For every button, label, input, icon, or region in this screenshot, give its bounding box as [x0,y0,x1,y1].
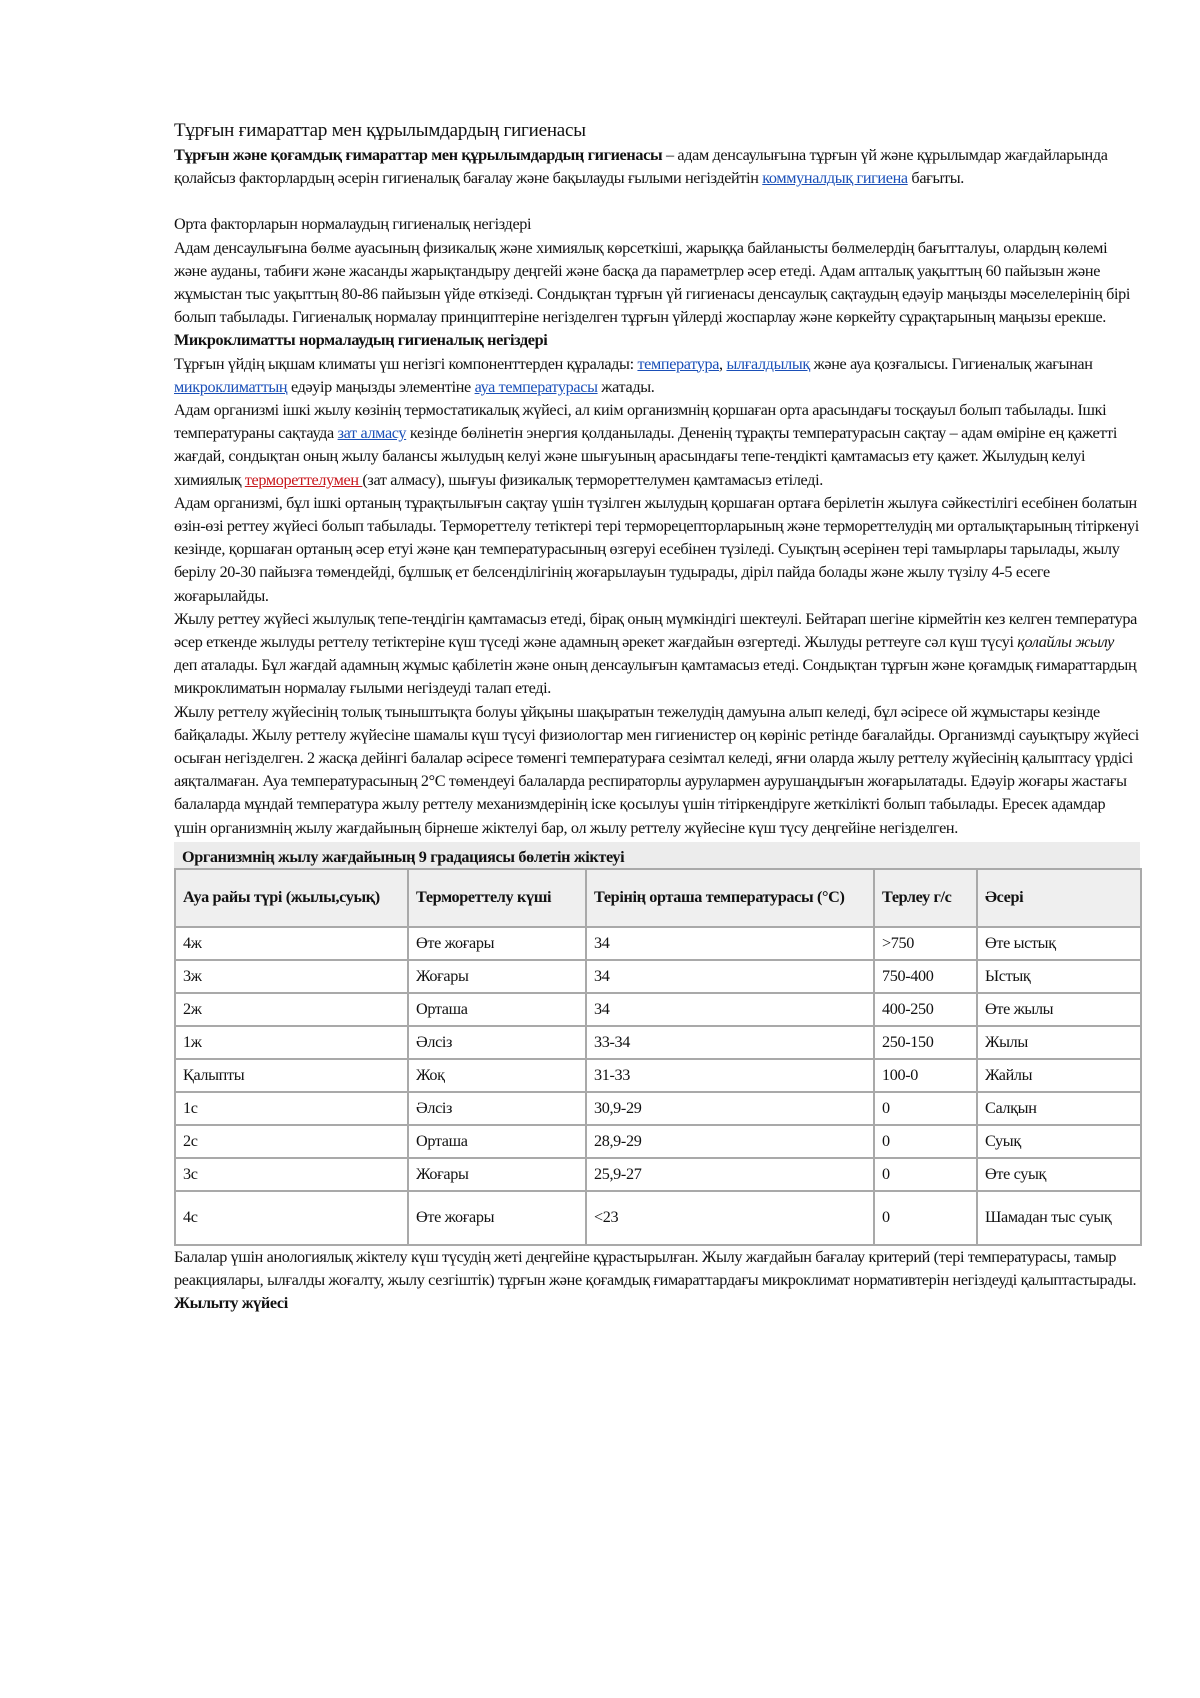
table-row [175,993,1141,1026]
table-cell: Өте жылы [977,993,1141,1026]
table-cell: Орташа [408,1125,586,1158]
table-cell: 3ж [175,960,408,993]
children-paragraph: Жылу реттелу жүйесінің толық тыныштықта болуы ұйқыны шақыратын тежелудің дамуына алып келеді, бұл әсіресе ой жұмыстары кезінде байқалады. Жылу реттелу жүйесіне шамалы күш түсуі физиологтар мен гигиенистер оң көрініс ретінде бағалайды. Организмді сауықтыру жүйесі осыған негізделген. 2 жасқа дейінгі балалар әсіресе төменгі температураға сезімтал келеді, яғни оларда жылу реттелу жүйесінің қалыптасу үрдісі аяқталмаған. Ауа температурасының 2°С төмендеуі балаларда респираторлы аурулармен аурушаңдығын жоғарылатады. Едәуір жоғары жастағы балаларда мұндай температура жылу реттелу механизмдерінің іске қосылуы үшін тітіркендіруге жеткілікті болып табылады. Ересек адамдар үшін организмнің жылу жағдайының бірнеше жіктелуі бар, ол жылу реттелу жүйесіне күш түсу деңгейіне негізделген. [174,702,1139,837]
table-row [175,1191,1141,1245]
table-cell: 750-400 [874,960,977,993]
table-cell: 0 [874,1191,977,1245]
table-row [175,1059,1141,1092]
table-caption: Организмнің жылу жағдайының 9 градациясы бөлетін жіктеуі [174,842,1140,868]
table-header-row [175,869,1141,927]
table-cell: 34 [586,960,874,993]
table-cell: 250-150 [874,1026,977,1059]
section1-heading: Орта факторларын нормалаудың гигиеналық негіздері [174,215,532,234]
text-run: , [719,354,727,373]
column-header: Терлеу г/с [874,869,977,927]
temperature-link[interactable]: температура [637,354,720,373]
heating-system-heading: Жылыту жүйесі [174,1294,288,1313]
comfortable-heat-term: қолайлы жылу [1017,633,1114,652]
self-regulation-paragraph: Адам организмі, бұл ішкі ортаның тұрақтылығын сақтау үшін түзілген жылудың қоршаған ортаға берілетін жылуға сәйкестілігі есебінен болатын өзін-өзі реттеу жүйесі болып табылады. Термореттелу тетіктері тері терморецепторларының және термореттелудің ми орталықтарының тітіркенуі кезінде, қоршаған ортаның әсер етуі және қан температурасының өзгеруі есебінен түзіледі. Суықтың әсерінен тері тамырлары тарылады, жылу берілу 20-30 пайызға төмендейді, бұлшық ет белсенділігінің жоғарылауын тудырады, діріл пайда болады және жылу түзілу 4-5 есеге жоғарылайды. [174,493,1139,605]
table-cell: Өте ыстық [977,927,1141,960]
table-cell: 34 [586,993,874,1026]
microclimate-paragraph [174,353,1140,399]
table-cell: Өте суық [977,1158,1141,1191]
intro-paragraph [174,144,1140,190]
table-cell: 4с [175,1191,408,1245]
document-page [174,118,1140,1316]
table-row [175,927,1141,960]
text-run: Тұрғын үйдің ықшам климаты үш негізгі компоненттерден құралады: [174,354,638,373]
intro-text-2: бағыты. [907,169,964,188]
table-cell: Әлсіз [408,1092,586,1125]
table-cell: 0 [874,1158,977,1191]
thermoregulation-red-link[interactable]: термореттелумен [244,470,363,489]
column-header: Ауа райы түрі (жылы,суық) [175,869,408,927]
text-run: деп аталады. Бұл жағдай адамның жұмыс қабілетін және оның денсаулығын қамтамасыз етеді. Сондықтан тұрғын және қоғамдық ғимараттардың микроклиматын нормалау ғылыми негіздеуді талап етеді. [174,656,1137,698]
after-table-paragraph: Балалар үшін анологиялық жіктелу күш түсудің жеті деңгейіне құрастырылған. Жылу жағдайын бағалау критерий (тері температурасы, тамыр реакциялары, ылғалды жоғалту, жылу сезгіштік) тұрғын және қоғамдық ғимараттардағы микроклимат нормативтерін негіздеуді қалыптастырады. [174,1247,1137,1290]
text-run: жатады. [597,377,655,396]
thermal-state-table [174,868,1142,1246]
humidity-link[interactable]: ылғалдылық [726,354,810,373]
table-cell: <23 [586,1191,874,1245]
table-cell: 1ж [175,1026,408,1059]
table-cell: 4ж [175,927,408,960]
table-cell: Салқын [977,1092,1141,1125]
text-run: Жылу реттеу жүйесі жылулық тепе-теңдігін қамтамасыз етеді, бірақ оның мүмкіндігі шектеулі. Бейтарап шегіне кірмейтін кез келген температура әсер еткенде жылуды реттелу тетіктеріне күш түседі және адамның әрекет жағдайын өзгертеді. Жылуды реттеуге сәл күш түсуі [174,609,1137,652]
table-cell: 2с [175,1125,408,1158]
intro-term: Тұрғын және қоғамдық ғимараттар мен құрылымдардың гигиенасы [174,146,663,164]
table-row [175,1092,1141,1125]
table-row [175,1125,1141,1158]
heat-balance-paragraph [174,608,1140,701]
table-cell: Жылы [977,1026,1141,1059]
table-cell: Қалыпты [175,1059,408,1092]
document-title: Тұрғын ғимараттар мен құрылымдардың гигиенасы [174,120,586,141]
column-header: Термореттелу күші [408,869,586,927]
table-cell: 2ж [175,993,408,1026]
table-cell: Суық [977,1125,1141,1158]
table-cell: Жайлы [977,1059,1141,1092]
column-header: Терінің орташа температурасы (°С) [586,869,874,927]
table-cell: Жоқ [408,1059,586,1092]
section2-heading: Микроклиматты нормалаудың гигиеналық негіздері [174,331,548,350]
table-cell: 30,9-29 [586,1092,874,1125]
table-cell: Әлсіз [408,1026,586,1059]
table-row [175,1158,1141,1191]
table-cell: Жоғары [408,1158,586,1191]
table-row [175,960,1141,993]
table-cell: 0 [874,1125,977,1158]
table-cell: 100-0 [874,1059,977,1092]
text-run: кезінде бөлінетін энергия қолданылады. Дененің тұрақты температурасын сақтау – адам өміріне ең қажетті жағдай, сондықтан оның жылу балансы жылудың келуі және шығуының арасындағы тепе-теңдікті қамтамасыз ету қажет. Жылудың келуі химиялық [174,424,1117,489]
section1-paragraph: Адам денсаулығына бөлме ауасының физикалық және химиялық көрсеткіші, жарыққа байланысты бөлмелердің бағытталуы, олардың көлемі және ауданы, табиғи және жасанды жарықтандыру деңгейі және басқа да параметрлер әсер етеді. Адам апталық уақыттың 60 пайызын және жұмыстан тыс уақыттың 80-86 пайызын үйде өткізеді. Сондықтан тұрғын үй гигиенасы денсаулық сақтаудың едәуір маңызды мәселелерінің бірі болып табылады. Гигиеналық нормалау принциптеріне негізделген тұрғын үйлерді жоспарлау және көркейту сұрақтарының маңызы ерекше. [174,238,1131,327]
table-cell: >750 [874,927,977,960]
metabolism-link[interactable]: зат алмасу [337,424,407,443]
table-cell: 3с [175,1158,408,1191]
air-temperature-link[interactable]: ауа температурасы [474,377,598,396]
table-cell: Өте жоғары [408,1191,586,1245]
table-cell: Ыстық [977,960,1141,993]
thermostatic-paragraph [174,399,1140,492]
table-cell: 33-34 [586,1026,874,1059]
table-cell: 34 [586,927,874,960]
communal-hygiene-link[interactable]: коммуналдық гигиена [762,169,908,188]
table-cell: 25,9-27 [586,1158,874,1191]
text-run: едәуір маңызды элементіне [287,377,475,396]
table-cell: Орташа [408,993,586,1026]
table-cell: Шамадан тыс суық [977,1191,1141,1245]
text-run: және ауа қозғалысы. Гигиеналық жағынан [809,354,1093,373]
column-header: Әсері [977,869,1141,927]
table-cell: Жоғары [408,960,586,993]
table-cell: Өте жоғары [408,927,586,960]
table-cell: 31-33 [586,1059,874,1092]
table-cell: 28,9-29 [586,1125,874,1158]
intro-text-1: – адам денсаулығына тұрғын үй және құрылымдар жағдайларында қолайсыз факторлардың әсерін гигиеналық бағалау және бақылауды ғылыми негіздейтін [174,146,1108,188]
table-row [175,1026,1141,1059]
table-cell: 0 [874,1092,977,1125]
microclimate-link[interactable]: микроклиматтың [174,377,288,396]
table-cell: 1с [175,1092,408,1125]
spacer [174,190,1140,213]
text-run: (зат алмасу), шығуы физикалық термореттелумен қамтамасыз етіледі. [362,470,823,489]
text-run: Адам организмі ішкі жылу көзінің термостатикалық жүйесі, ал киім организмнің қоршаған орта арасындағы тосқауыл болып табылады. Ішкі температураны сақтауда [174,401,1107,443]
table-cell: 400-250 [874,993,977,1026]
